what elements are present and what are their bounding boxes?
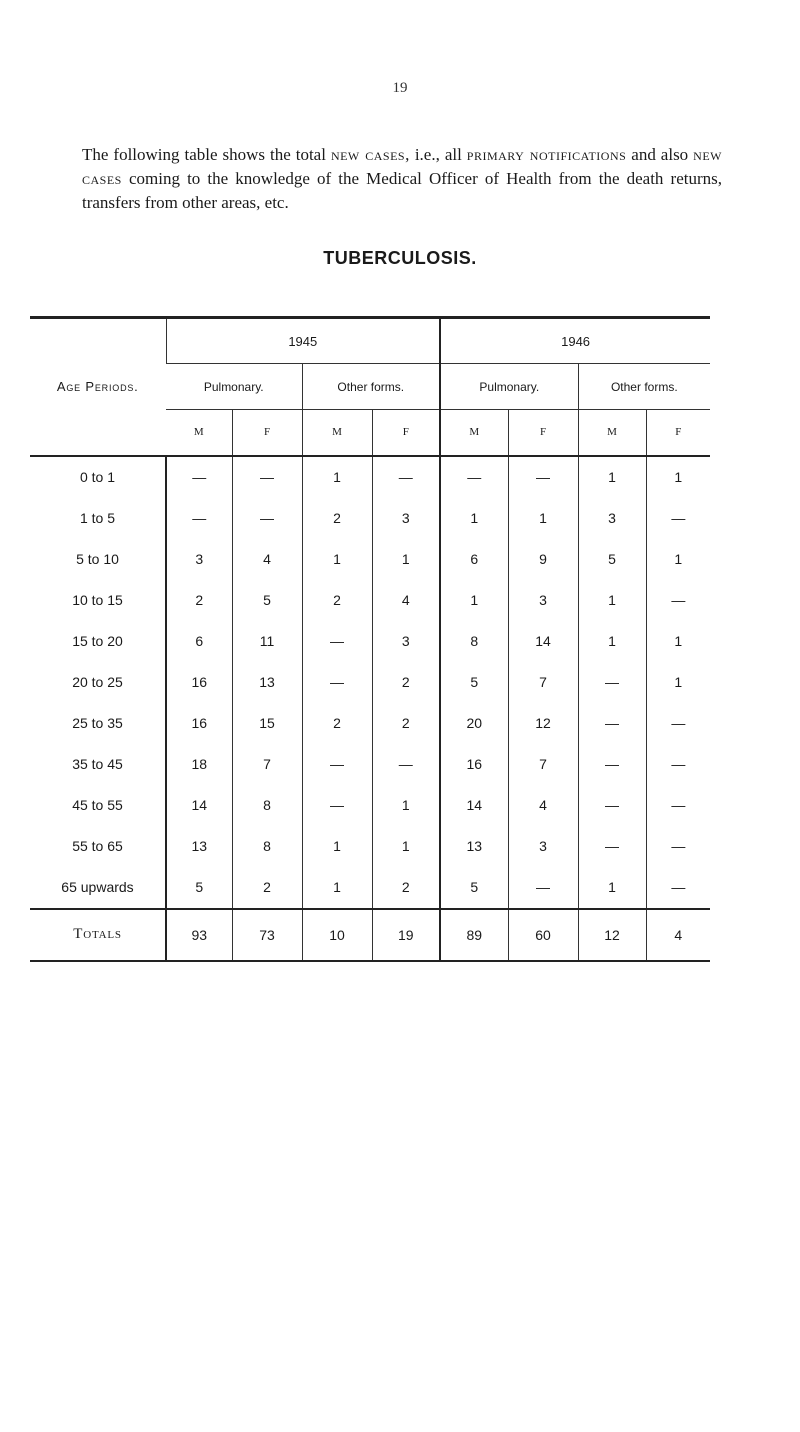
age-period-cell: 15 to 20 — [72, 633, 123, 649]
totals-cell: 4 — [646, 909, 710, 961]
value-cell: 4 — [232, 539, 302, 580]
value-cell: 1 — [508, 498, 578, 539]
table-title: TUBERCULOSIS. — [323, 248, 477, 268]
totals-label: Totals — [30, 909, 166, 961]
totals-cell: 60 — [508, 909, 578, 961]
table-row — [30, 621, 710, 662]
table-row — [30, 539, 710, 580]
age-period-cell: 65 upwards — [61, 879, 134, 895]
value-cell: — — [302, 662, 372, 703]
form-header-other-1946: Other forms. — [578, 364, 710, 410]
tuberculosis-table — [30, 316, 710, 962]
value-cell: 11 — [232, 621, 302, 662]
value-cell: 14 — [508, 621, 578, 662]
value-cell: 4 — [508, 785, 578, 826]
value-cell: 3 — [372, 621, 440, 662]
value-cell: — — [578, 744, 646, 785]
table-row — [30, 498, 710, 539]
value-cell: 1 — [302, 826, 372, 867]
value-cell: 8 — [232, 785, 302, 826]
totals-cell: 89 — [440, 909, 508, 961]
value-cell: 1 — [646, 539, 710, 580]
value-cell: — — [646, 867, 710, 909]
age-period-cell: 45 to 55 — [72, 797, 123, 813]
value-cell: 16 — [166, 662, 232, 703]
value-cell: 8 — [440, 621, 508, 662]
value-cell: 1 — [578, 621, 646, 662]
value-cell: 2 — [372, 703, 440, 744]
value-cell: 2 — [302, 703, 372, 744]
value-cell: 14 — [166, 785, 232, 826]
value-cell: 1 — [578, 867, 646, 909]
value-cell: — — [646, 785, 710, 826]
totals-cell: 10 — [302, 909, 372, 961]
intro-new-cases-1: new cases, — [330, 145, 410, 164]
value-cell: — — [166, 456, 232, 498]
table-row — [30, 456, 710, 498]
value-cell: — — [508, 867, 578, 909]
value-cell: — — [302, 621, 372, 662]
value-cell: — — [232, 498, 302, 539]
value-cell: 1 — [302, 539, 372, 580]
value-cell: 14 — [440, 785, 508, 826]
intro-text-3: and also — [626, 145, 694, 164]
value-cell: — — [578, 703, 646, 744]
value-cell: — — [302, 744, 372, 785]
value-cell: 3 — [508, 826, 578, 867]
value-cell: — — [166, 498, 232, 539]
value-cell: 20 — [440, 703, 508, 744]
age-period-cell: 10 to 15 — [72, 592, 123, 608]
value-cell: 1 — [302, 456, 372, 498]
age-period-cell: 0 to 1 — [30, 456, 166, 498]
value-cell: — — [646, 703, 710, 744]
sex-header: F — [508, 410, 578, 456]
table-row — [30, 826, 710, 867]
table-row — [30, 703, 710, 744]
intro-new-cases-2: new cases — [82, 145, 722, 188]
value-cell: 2 — [372, 867, 440, 909]
value-cell: 5 — [232, 580, 302, 621]
age-period-cell: 20 to 25 — [72, 674, 123, 690]
form-header-other-1945: Other forms. — [302, 364, 440, 410]
value-cell: 3 — [372, 498, 440, 539]
value-cell: — — [646, 580, 710, 621]
year-header-1946: 1946 — [440, 318, 710, 364]
intro-paragraph — [82, 143, 722, 215]
value-cell: 1 — [440, 498, 508, 539]
value-cell: — — [646, 498, 710, 539]
intro-primary-notifications: primary notifications — [466, 145, 627, 164]
table-row — [30, 580, 710, 621]
value-cell: 1 — [372, 539, 440, 580]
table-body — [30, 456, 710, 909]
value-cell: — — [646, 744, 710, 785]
value-cell: 12 — [508, 703, 578, 744]
value-cell: 1 — [372, 785, 440, 826]
value-cell: — — [440, 456, 508, 498]
value-cell: 18 — [166, 744, 232, 785]
value-cell: 1 — [302, 867, 372, 909]
age-period-cell: 25 to 35 — [72, 715, 123, 731]
value-cell: — — [578, 785, 646, 826]
value-cell: 1 — [578, 456, 646, 498]
value-cell: — — [372, 744, 440, 785]
value-cell: 1 — [646, 456, 710, 498]
totals-cell: 12 — [578, 909, 646, 961]
value-cell: 2 — [302, 498, 372, 539]
intro-text-1: The following table shows the total — [82, 145, 331, 164]
value-cell: 7 — [508, 744, 578, 785]
value-cell: 1 — [440, 580, 508, 621]
intro-text-4: coming to the knowledge of the Medical Officer of Health from the death returns, transfers from other areas, etc. — [82, 169, 722, 212]
value-cell: — — [508, 456, 578, 498]
sex-header: M — [302, 410, 372, 456]
value-cell: 13 — [440, 826, 508, 867]
value-cell: 1 — [646, 621, 710, 662]
totals-row — [30, 909, 710, 961]
value-cell: 5 — [578, 539, 646, 580]
value-cell: 9 — [508, 539, 578, 580]
value-cell: 13 — [232, 662, 302, 703]
value-cell: 15 — [232, 703, 302, 744]
value-cell: 2 — [232, 867, 302, 909]
table-row — [30, 867, 710, 909]
age-period-cell: 35 to 45 — [72, 756, 123, 772]
sex-header: M — [440, 410, 508, 456]
totals-cell: 93 — [166, 909, 232, 961]
page-number: 19 — [392, 80, 408, 96]
sex-header: F — [372, 410, 440, 456]
year-header-1945: 1945 — [166, 318, 440, 364]
value-cell: 16 — [166, 703, 232, 744]
value-cell: 7 — [232, 744, 302, 785]
totals-cell: 73 — [232, 909, 302, 961]
value-cell: 2 — [302, 580, 372, 621]
value-cell: — — [578, 662, 646, 703]
value-cell: 6 — [166, 621, 232, 662]
value-cell: 2 — [372, 662, 440, 703]
age-period-cell: 5 to 10 — [76, 551, 119, 567]
value-cell: 1 — [372, 826, 440, 867]
value-cell: — — [302, 785, 372, 826]
table-row — [30, 662, 710, 703]
value-cell: 2 — [166, 580, 232, 621]
value-cell: — — [578, 826, 646, 867]
value-cell: 5 — [440, 662, 508, 703]
value-cell: — — [646, 826, 710, 867]
value-cell: 13 — [166, 826, 232, 867]
value-cell: — — [372, 456, 440, 498]
age-period-cell: 1 to 5 — [79, 510, 116, 526]
value-cell: 1 — [578, 580, 646, 621]
value-cell: 3 — [578, 498, 646, 539]
form-header-pulmonary-1945: Pulmonary. — [203, 379, 264, 394]
value-cell: 6 — [440, 539, 508, 580]
table-row — [30, 744, 710, 785]
sex-header: F — [232, 410, 302, 456]
value-cell: — — [232, 456, 302, 498]
intro-text-2: i.e., all — [409, 145, 467, 164]
value-cell: 3 — [508, 580, 578, 621]
value-cell: 16 — [440, 744, 508, 785]
value-cell: 7 — [508, 662, 578, 703]
sex-header: M — [193, 426, 204, 439]
value-cell: 8 — [232, 826, 302, 867]
value-cell: 3 — [166, 539, 232, 580]
sex-header: M — [578, 410, 646, 456]
value-cell: 1 — [646, 662, 710, 703]
totals-cell: 19 — [372, 909, 440, 961]
table-row — [30, 785, 710, 826]
age-period-cell: 55 to 65 — [72, 838, 123, 854]
form-header-pulmonary-1946: Pulmonary. — [440, 364, 578, 410]
value-cell: 5 — [166, 867, 232, 909]
age-periods-header: Age Periods. — [56, 379, 139, 395]
sex-header: F — [646, 410, 710, 456]
value-cell: 4 — [372, 580, 440, 621]
value-cell: 5 — [440, 867, 508, 909]
